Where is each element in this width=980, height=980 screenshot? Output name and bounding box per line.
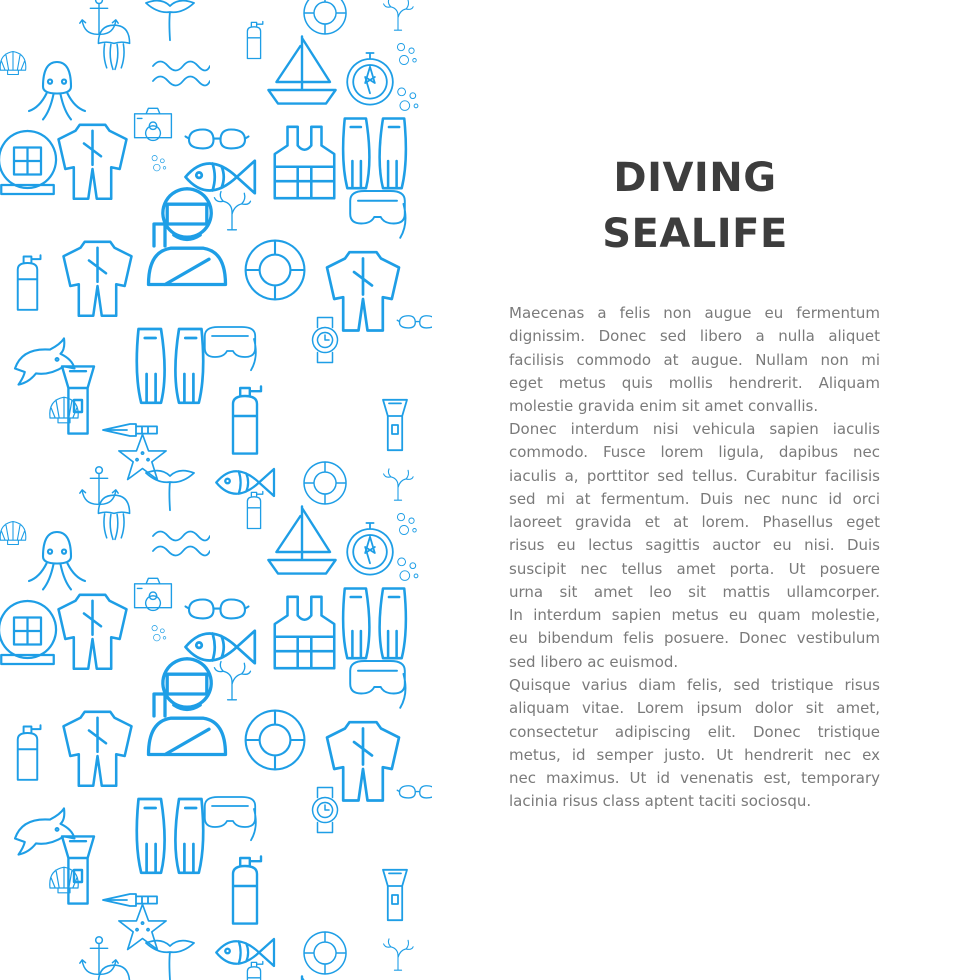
mask-snorkel-icon <box>205 327 256 370</box>
goggles-icon <box>186 600 249 619</box>
wetsuit-icon <box>327 252 399 330</box>
oxygen-tank-icon <box>233 856 261 923</box>
body-line: facilisis commodo at augue. Nullam non mi <box>509 350 880 369</box>
wetsuit-icon <box>327 722 399 800</box>
body-line: iaculis a, porttitor sed tellus. Curabitur facilisis <box>509 466 880 485</box>
coral-icon <box>214 192 250 230</box>
flashlight-icon <box>62 836 94 903</box>
oxygen-tank-icon <box>247 492 262 529</box>
anchor-icon <box>80 0 118 34</box>
coral-icon <box>384 469 414 500</box>
body-line: sed libero ac euismod. <box>509 652 679 671</box>
life-vest-icon <box>275 597 335 668</box>
diving-helmet-icon <box>0 131 56 194</box>
octopus-icon <box>29 532 85 589</box>
oxygen-tank-icon <box>18 725 41 780</box>
flippers-icon <box>343 589 406 659</box>
body-line: dignissim. Donec sed libero a nulla aliquet <box>509 327 880 346</box>
mask-snorkel-icon <box>205 797 256 840</box>
goggles-icon <box>186 130 249 149</box>
starfish-icon <box>119 904 166 949</box>
life-ring-icon <box>304 0 346 34</box>
compass-icon <box>347 53 393 105</box>
fish-icon <box>186 631 255 663</box>
fish-icon <box>216 939 274 966</box>
knife-icon <box>103 894 157 906</box>
life-ring-icon <box>304 932 346 974</box>
body-line: In interdum sapien metus eu quam molestie, <box>509 606 880 624</box>
knife-icon <box>103 424 157 436</box>
sailboat-icon <box>268 976 335 980</box>
oxygen-tank-icon <box>18 255 41 310</box>
mask-snorkel-icon <box>350 191 405 238</box>
body-line: Donec interdum nisi vehicula sapien iaculis <box>509 420 880 438</box>
sailboat-icon <box>268 506 335 573</box>
dive-watch-icon <box>313 788 338 833</box>
diving-pattern-panel <box>0 0 432 980</box>
shell-icon <box>0 521 26 544</box>
body-line: urna sit amet leo sit mattis ullamcorper. <box>509 582 880 601</box>
goggles-icon <box>397 786 432 798</box>
body-line: sed mi at fermentum. Duis nec nunc id orci <box>509 489 880 508</box>
diver-icon <box>149 659 226 755</box>
starfish-icon <box>119 434 166 479</box>
camera-icon <box>135 108 172 140</box>
bubbles-icon <box>152 626 166 641</box>
body-line: aliquam vitae. Lorem ipsum dolor sit amet, <box>509 699 880 718</box>
body-line: Maecenas a felis non augue eu fermentum <box>509 304 880 322</box>
mask-snorkel-icon <box>350 661 405 708</box>
body-paragraph-1 <box>509 302 880 418</box>
diving-helmet-icon <box>0 601 56 664</box>
oxygen-tank-icon <box>247 962 262 980</box>
wetsuit-icon <box>64 712 132 786</box>
goggles-icon <box>397 316 432 328</box>
jellyfish-icon <box>98 495 129 539</box>
fish-icon <box>186 161 255 193</box>
wetsuit-icon <box>59 595 127 669</box>
body-line: lacinia risus class aptent taciti sociosqu. <box>509 792 812 811</box>
body-line: laoreet gravida et at lorem. Phasellus eget <box>509 513 880 531</box>
page-title-line-2: SEALIFE <box>602 211 788 257</box>
flippers-icon <box>137 329 203 403</box>
wetsuit-icon <box>64 242 132 316</box>
flashlight-icon <box>383 870 407 920</box>
bubbles-icon <box>397 514 416 535</box>
whale-tail-icon <box>146 1 194 41</box>
fish-icon <box>216 469 274 496</box>
oxygen-tank-icon <box>247 22 262 59</box>
life-ring-icon <box>246 711 305 770</box>
oxygen-tank-icon <box>233 386 261 453</box>
coral-icon <box>384 0 414 30</box>
life-vest-icon <box>275 127 335 198</box>
body-line: eget metus quis mollis hendrerit. Aliquam <box>509 373 880 392</box>
anchor-icon <box>80 937 118 975</box>
wetsuit-icon <box>59 125 127 199</box>
flippers-icon <box>343 119 406 189</box>
octopus-icon <box>29 62 85 119</box>
sailboat-icon <box>268 36 335 103</box>
flashlight-icon <box>383 400 407 450</box>
body-paragraph-2 <box>509 418 880 674</box>
body-line: consectetur adipiscing elit. Donec tristique <box>509 722 880 741</box>
page-title-line-1: DIVING <box>613 155 777 201</box>
shell-icon <box>0 51 26 74</box>
wave-icon <box>153 532 210 556</box>
bubbles-icon <box>397 44 416 65</box>
bubbles-icon <box>398 88 418 110</box>
body-paragraph-3 <box>509 674 880 814</box>
body-line: metus, id semper justo. Ut hendrerit nec ex <box>509 745 880 764</box>
body-line: Quisque varius diam felis, sed tristique risus <box>509 676 880 694</box>
life-ring-icon <box>304 462 346 504</box>
body-line: eu bibendum felis posuere. Donec vestibulum <box>509 629 880 648</box>
body-line: nec maximus. Ut id venenatis est, temporary <box>509 769 880 787</box>
jellyfish-icon <box>98 25 129 69</box>
bubbles-icon <box>152 156 166 171</box>
coral-icon <box>214 662 250 700</box>
camera-icon <box>135 578 172 610</box>
body-line: risus eu lectus sagittis auctor eu nisi. Duis <box>509 536 880 555</box>
body-line: molestie gravida enim sit amet convallis. <box>509 397 819 415</box>
compass-icon <box>347 523 393 575</box>
diver-icon <box>149 189 226 285</box>
body-line: commodo. Fusce lorem ligula, dapibus nec <box>509 443 880 462</box>
flashlight-icon <box>62 366 94 433</box>
wave-icon <box>153 62 210 86</box>
body-line: suscipit nec tellus amet porta. Ut posuere <box>509 559 880 578</box>
flippers-icon <box>137 799 203 873</box>
life-ring-icon <box>246 241 305 300</box>
bubbles-icon <box>398 558 418 580</box>
anchor-icon <box>80 467 118 505</box>
coral-icon <box>384 939 414 970</box>
dive-watch-icon <box>313 318 338 363</box>
